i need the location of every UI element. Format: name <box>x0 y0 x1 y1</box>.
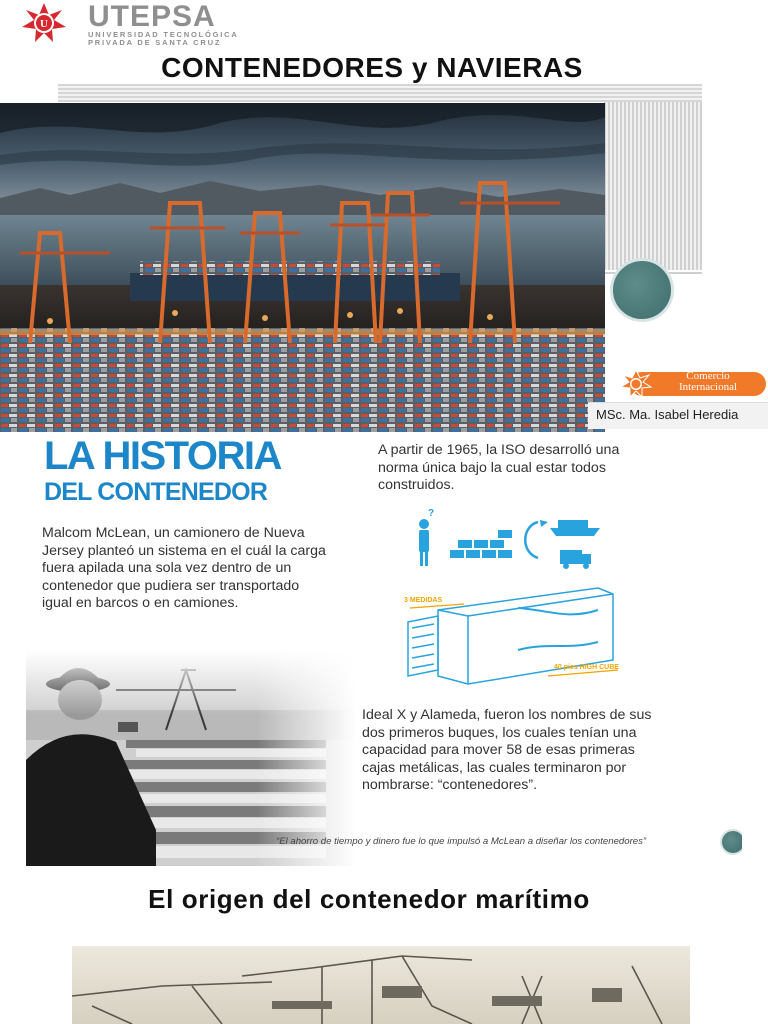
historic-port-photo <box>72 946 690 1024</box>
department-label-line1: Comercio <box>686 370 730 382</box>
slide3-title: El origen del contenedor marítimo <box>148 884 590 914</box>
author-name: MSc. Ma. Isabel Heredia <box>596 407 739 422</box>
decorative-circle-small <box>720 829 742 855</box>
slide-historia-contenedor <box>26 432 742 866</box>
svg-text:U: U <box>40 18 48 30</box>
iso-paragraph: A partir de 1965, la ISO desarrolló una norma única bajo la cual estar todos construidos. <box>378 442 620 493</box>
decorative-stripe <box>58 84 702 102</box>
ideal-x-paragraph: Ideal X y Alameda, fueron los nombres de sus dos primeros buques, los cuales tenían una capacidad para mover 58 de esas primeras cajas metálicas, las cuales terminaron por nombrarse: “contenedores”. <box>362 707 652 793</box>
diagram-label-high-cube: 40 pies HIGH CUBE <box>554 664 619 671</box>
decorative-stripe-vertical <box>604 102 702 270</box>
slide-contenedores-navieras <box>0 0 768 432</box>
history-title-line1: LA HISTORIA <box>44 434 281 478</box>
mclean-quote: “El ahorro de tiempo y dinero fue lo que impulsó a McLean a diseñar los contenedores” <box>276 836 647 847</box>
iso-standard-icons <box>410 506 610 578</box>
svg-text:?: ? <box>428 508 435 519</box>
mclean-port-photo <box>26 650 356 866</box>
logo-name: UTEPSA <box>88 0 216 33</box>
history-title-line2: DEL CONTENEDOR <box>44 478 268 506</box>
container-port-photo <box>0 103 605 432</box>
logo-text-block <box>88 0 239 47</box>
logo-subtitle-line1: UNIVERSIDAD TECNOLÓGICA <box>88 30 239 39</box>
diagram-label-sizes: 3 MEDIDAS <box>404 597 443 604</box>
logo-subtitle-line2: PRIVADA DE SANTA CRUZ <box>88 38 222 47</box>
department-label-line2: Internacional <box>678 381 738 393</box>
slide1-title: CONTENEDORES y NAVIERAS <box>161 52 583 83</box>
department-label <box>654 371 762 393</box>
decorative-circle <box>610 258 674 322</box>
mclean-paragraph: Malcom McLean, un camionero de Nueva Jersey planteó un sistema en el cuál la carga fuera apilada una sola vez dentro de un contenedor que pudiera ser transportado igual en barcos o en camiones. <box>42 525 326 611</box>
